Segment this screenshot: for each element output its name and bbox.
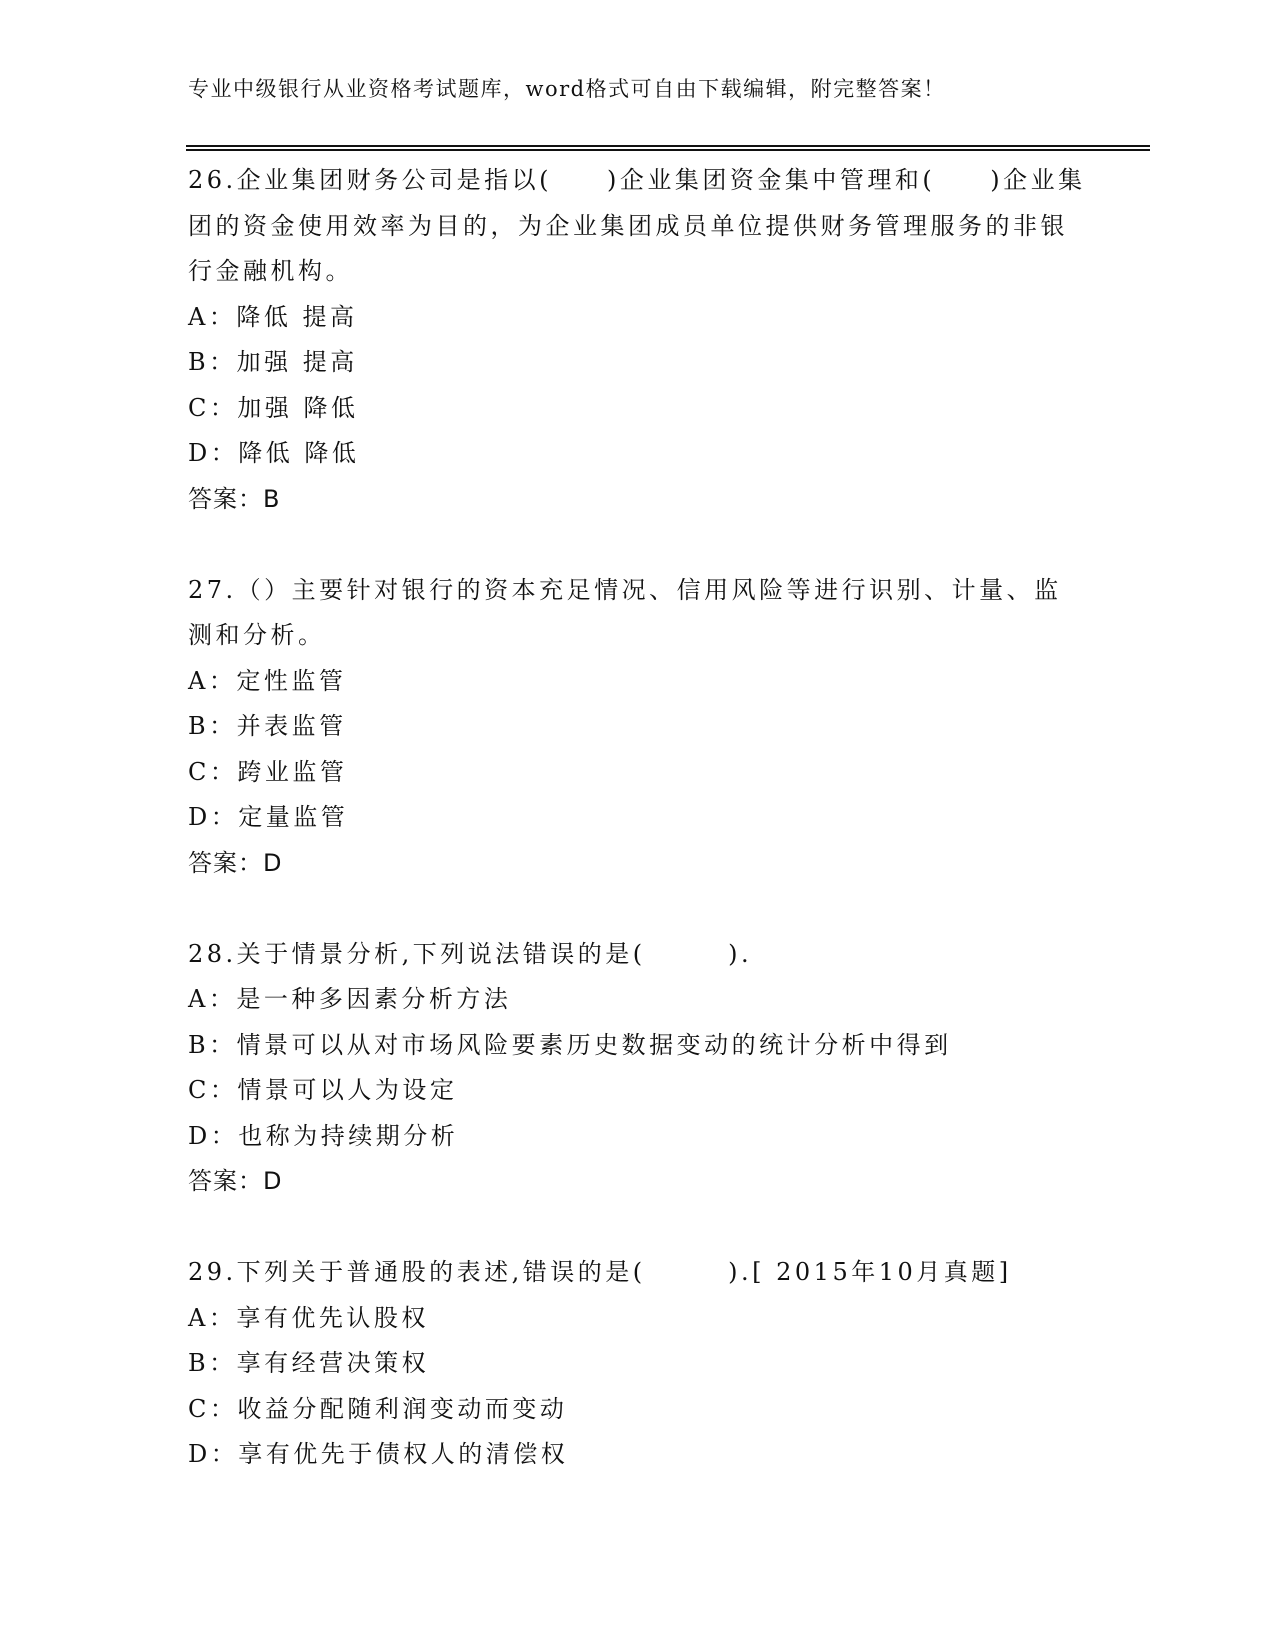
question-spacer <box>188 522 1088 568</box>
option-d: D：享有优先于债权人的清偿权 <box>188 1440 569 1468</box>
option-d: D：定量监管 <box>188 803 349 831</box>
answer: 答案：B <box>188 484 281 513</box>
question-spacer <box>188 1205 1088 1251</box>
question-26 <box>188 158 1088 522</box>
option-b: B：并表监管 <box>188 712 347 740</box>
option-a: A：是一种多因素分析方法 <box>188 985 512 1013</box>
question-spacer <box>188 886 1088 932</box>
option-b: B：享有经营决策权 <box>188 1349 430 1377</box>
question-stem: 29.下列关于普通股的表述,错误的是( ).[ 2015年10月真题] <box>188 1258 1012 1286</box>
option-c: C：情景可以人为设定 <box>188 1076 458 1104</box>
header-divider <box>186 145 1150 151</box>
option-d: D：也称为持续期分析 <box>188 1121 459 1150</box>
answer: 答案：D <box>188 848 283 877</box>
option-c: C：加强 降低 <box>188 393 359 422</box>
option-b: B：情景可以从对市场风险要素历史数据变动的统计分析中得到 <box>188 1030 952 1059</box>
option-d: D：降低 降低 <box>188 439 360 467</box>
question-27 <box>188 568 1088 887</box>
question-28 <box>188 932 1088 1205</box>
question-29 <box>188 1250 1088 1478</box>
option-a: A：降低 提高 <box>188 302 358 331</box>
option-c: C：收益分配随利润变动而变动 <box>188 1394 568 1423</box>
page-header: 专业中级银行从业资格考试题库，word格式可自由下载编辑，附完整答案！ <box>188 77 946 101</box>
question-stem: 26.企业集团财务公司是指以( )企业集团资金集中管理和( )企业集团的资金使用效率为目的，为企业集团成员单位提供财务管理服务的非银行金融机构。 <box>188 166 1086 285</box>
option-a: A：定性监管 <box>188 666 347 695</box>
question-stem: 27.（）主要针对银行的资本充足情况、信用风险等进行识别、计量、监测和分析。 <box>188 575 1062 649</box>
option-c: C：跨业监管 <box>188 757 348 786</box>
option-a: A：享有优先认股权 <box>188 1303 429 1332</box>
question-stem: 28.关于情景分析,下列说法错误的是( ). <box>188 939 753 968</box>
question-list <box>188 158 1088 1478</box>
option-b: B：加强 提高 <box>188 348 358 376</box>
answer: 答案：D <box>188 1167 283 1195</box>
